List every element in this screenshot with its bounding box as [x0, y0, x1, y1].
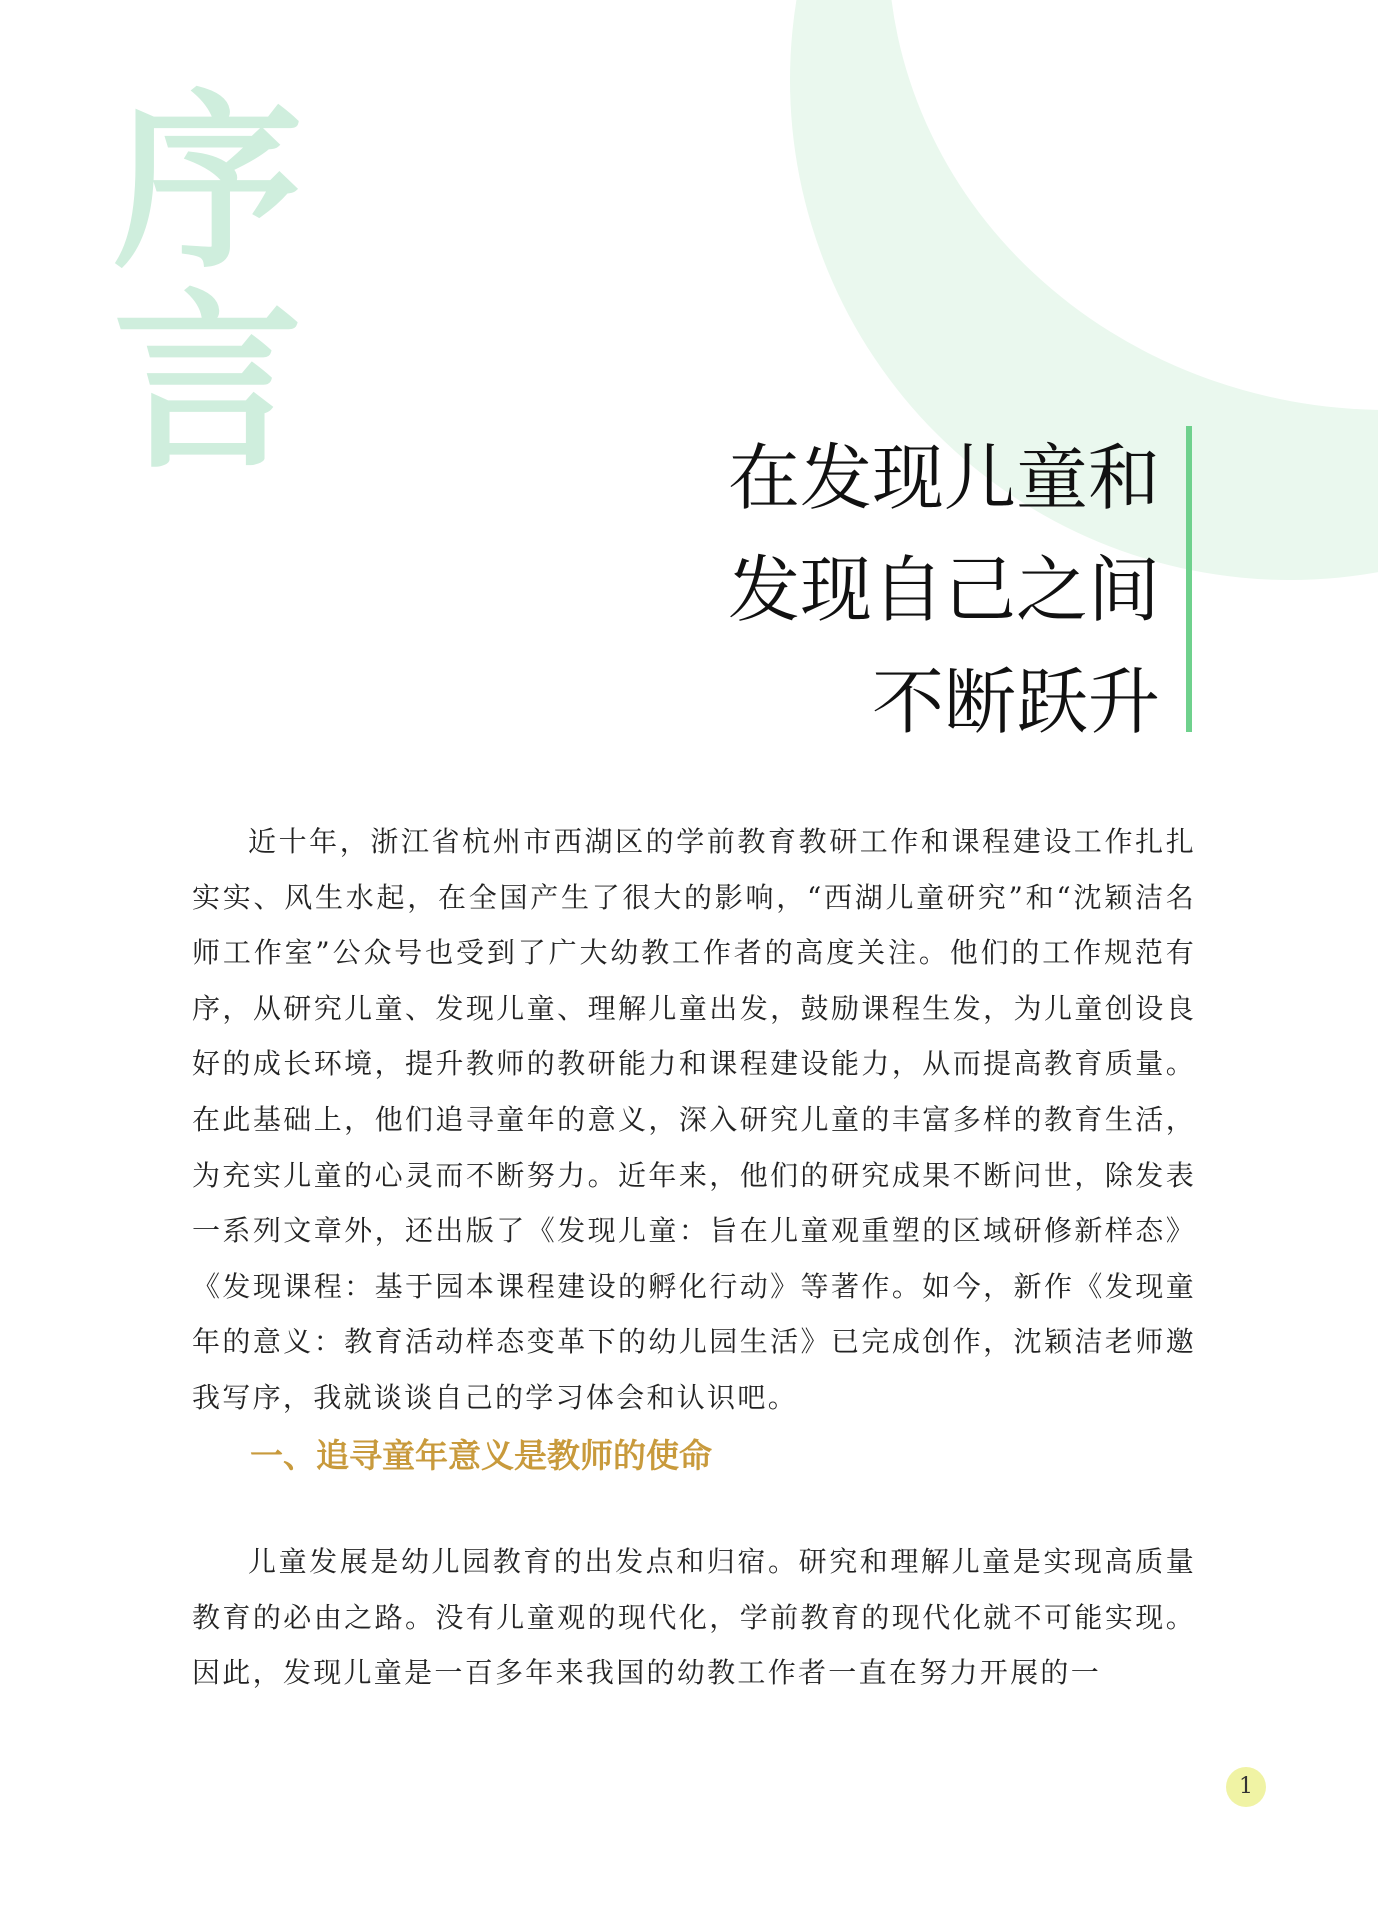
body-paragraph: 近十年，浙江省杭州市西湖区的学前教育教研工作和课程建设工作扎扎实实、风生水起，在全国产生了很大的影响，“西湖儿童研究”和“沈颖洁名师工作室”公众号也受到了广大幼教工作者的高度关注。他们的工作规范有序，从研究儿童、发现儿童、理解儿童出发，鼓励课程生发，为儿童创设良好的成长环境，提升教师的教研能力和课程建设能力，从而提高教育质量。在此基础上，他们追寻童年的意义，深入研究儿童的丰富多样的教育生活，为充实儿童的心灵而不断努力。近年来，他们的研究成果不断问世，除发表一系列文章外，还出版了《发现儿童：旨在儿童观重塑的区域研修新样态》《发现课程：基于园本课程建设的孵化行动》等著作。如今，新作《发现童年的意义：教育活动样态变革下的幼儿园生活》已完成创作，沈颖洁老师邀我写序，我就谈谈自己的学习体会和认识吧。	[192, 825, 1196, 1414]
title-accent-bar	[1186, 426, 1192, 732]
chapter-title	[728, 422, 1160, 758]
chapter-title-line: 发现自己之间	[727, 548, 1160, 632]
chapter-title-line: 在发现儿童和	[727, 436, 1160, 520]
chapter-label-char: 言	[112, 273, 303, 494]
chapter-title-line: 不断跃升	[871, 660, 1160, 744]
section-heading: 一、追寻童年意义是教师的使命	[250, 1436, 712, 1475]
body-paragraph: 儿童发展是幼儿园教育的出发点和归宿。研究和理解儿童是实现高质量教育的必由之路。没有儿童观的现代化，学前教育的现代化就不可能实现。因此，发现儿童是一百多年来我国的幼教工作者一直在努力开展的一	[192, 1545, 1196, 1690]
page-number: 1	[1226, 1767, 1266, 1807]
chapter-label-char: 序	[112, 73, 303, 294]
chapter-label	[108, 73, 308, 494]
